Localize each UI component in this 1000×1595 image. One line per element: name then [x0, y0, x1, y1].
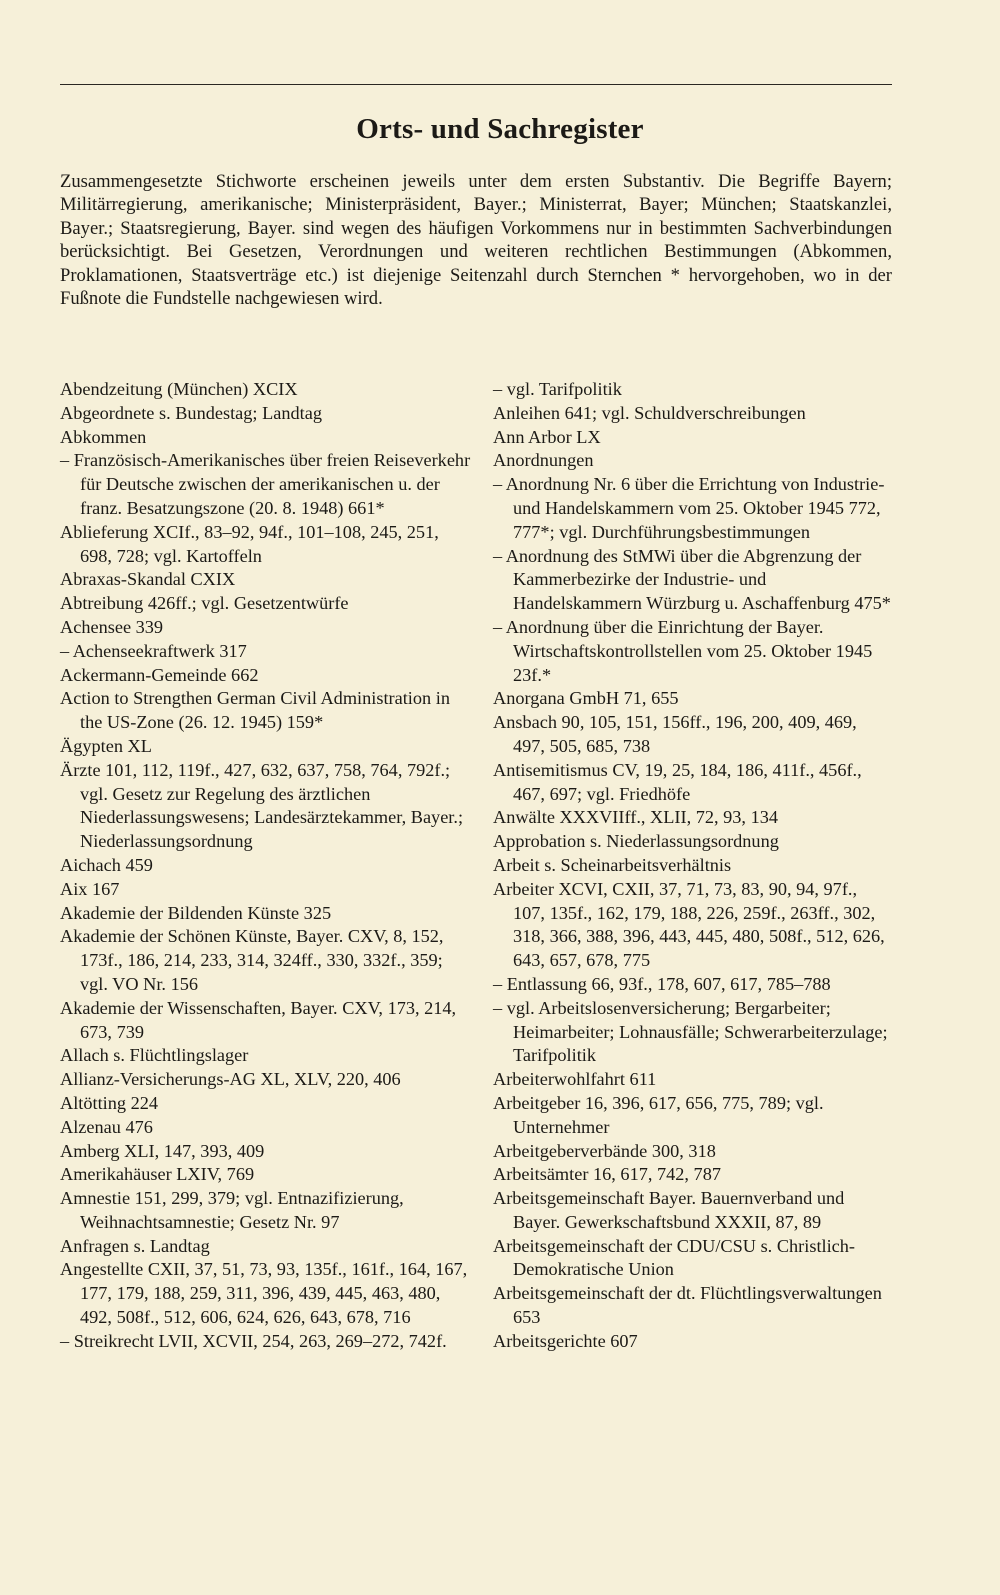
index-entry: Amberg XLI, 147, 393, 409: [60, 1140, 265, 1161]
index-entry: Abkommen: [60, 426, 147, 447]
index-entry: Arbeiterwohlfahrt 611: [493, 1069, 657, 1090]
index-entry: Arbeitgeberverbände 300, 318: [493, 1140, 716, 1161]
index-entry: Arbeitsgemeinschaft der dt. Flüchtlingsverwaltungen 653: [493, 1283, 882, 1328]
index-entry: – Entlassung 66, 93f., 178, 607, 617, 785–788: [493, 973, 831, 994]
index-entry: Aichach 459: [60, 854, 153, 875]
index-entry: Abgeordnete s. Bundestag; Landtag: [60, 402, 322, 423]
index-entry: Arbeiter XCVI, CXII, 37, 71, 73, 83, 90, 94, 97f., 107, 135f., 162, 179, 188, 226, 259f., 263ff., 302, 318, 366, 388, 396, 443, 445, 480, 508f., 512, 626, 643, 657, 678, 775: [493, 878, 885, 971]
index-entry: Ärzte 101, 112, 119f., 427, 632, 637, 758, 764, 792f.; vgl. Gesetz zur Regelung des ärztlichen Niederlassungswesens; Landesärztekammer, Bayer.; Niederlassungsordnung: [60, 759, 464, 852]
index-entry: Allianz-Versicherungs-AG XL, XLV, 220, 406: [60, 1069, 401, 1090]
index-entry: – Achenseekraftwerk 317: [60, 640, 247, 661]
index-entry: Arbeitsgerichte 607: [493, 1330, 638, 1351]
index-entry: Anfragen s. Landtag: [60, 1235, 210, 1256]
index-entry: Arbeitgeber 16, 396, 617, 656, 775, 789; vgl. Unternehmer: [493, 1092, 824, 1137]
index-entry: Akademie der Schönen Künste, Bayer. CXV, 8, 152, 173f., 186, 214, 233, 314, 324ff., 330, 332f., 359; vgl. VO Nr. 156: [60, 926, 444, 994]
index-entry: Abendzeitung (München) XCIX: [60, 379, 298, 399]
index-entry: Angestellte CXII, 37, 51, 73, 93, 135f., 161f., 164, 167, 177, 179, 188, 259, 311, 396, 439, 445, 463, 480, 492, 508f., 512, 606, 624, 626, 643, 678, 716: [60, 1259, 468, 1328]
index-entry: – vgl. Tarifpolitik: [493, 379, 622, 399]
index-entry: Ansbach 90, 105, 151, 156ff., 196, 200, 409, 469, 497, 505, 685, 738: [493, 712, 857, 756]
index-entry: Akademie der Wissenschaften, Bayer. CXV, 173, 214, 673, 739: [60, 997, 457, 1042]
index-entry: Arbeit s. Scheinarbeitsverhältnis: [493, 854, 732, 875]
index-entry: Anordnungen: [493, 450, 594, 471]
index-entry: Allach s. Flüchtlingslager: [60, 1045, 249, 1066]
index-entry: – Französisch-Amerikanisches über freien Reiseverkehr für Deutsche zwischen der amerikanischen u. der franz. Besatzungszone (20. 8. 1948) 661*: [60, 450, 471, 518]
index-entry: Altötting 224: [60, 1092, 159, 1113]
index-entry: Alzenau 476: [60, 1116, 153, 1137]
index-entry: Ablieferung XCIf., 83–92, 94f., 101–108, 245, 251, 698, 728; vgl. Kartoffeln: [60, 521, 439, 566]
index-entry: Arbeitsgemeinschaft der CDU/CSU s. Christlich-Demokratische Union: [493, 1235, 856, 1280]
index-entry: Arbeitsgemeinschaft Bayer. Bauernverband und Bayer. Gewerkschaftsbund XXXII, 87, 89: [493, 1188, 845, 1232]
index-entry: Achensee 339: [60, 616, 164, 637]
index-entry: – Anordnung Nr. 6 über die Errichtung von Industrie- und Handelskammern vom 25. Oktober 1945 772, 777*; vgl. Durchführungsbestimmungen: [493, 474, 885, 542]
intro-paragraph: Zusammengesetzte Stichworte erscheinen jeweils unter dem ersten Substantiv. Die Begriffe Bayern; Militärregierung, amerikanische; Ministerpräsident, Bayer.; Ministerrat, Bayer; München; Staatskanzlei, Bayer.; Staatsregierung, Bayer. sind wegen des häufigen Vorkommens nur in bestimmten Sachverbindungen berücksichtigt. Bei Gesetzen, Verordnungen und weiteren rechtlichen Bestimmungen (Abkommen, Proklamationen, Staatsverträge etc.) ist diejenige Seitenzahl durch Sternchen * hervorgehoben, wo in der Fußnote die Fundstelle nachgewiesen wird.: [60, 171, 892, 310]
index-entry: Ackermann-Gemeinde 662: [60, 664, 259, 685]
index-entry: Anorgana GmbH 71, 655: [493, 688, 679, 709]
index-entry: Anleihen 641; vgl. Schuldverschreibungen: [493, 402, 806, 423]
index-entry: – Anordnung des StMWi über die Abgrenzung der Kammerbezirke der Industrie- und Handelskammern Würzburg u. Aschaffenburg 475*: [493, 545, 891, 614]
index-entry: – Streikrecht LVII, XCVII, 254, 263, 269–272, 742f.: [60, 1330, 447, 1351]
index-column-right: [493, 378, 893, 1354]
index-entry: Anwälte XXXVIIff., XLII, 72, 93, 134: [493, 807, 778, 828]
index-entry: Akademie der Bildenden Künste 325: [60, 902, 332, 923]
index-entry: Antisemitismus CV, 19, 25, 184, 186, 411f., 456f., 467, 697; vgl. Friedhöfe: [493, 759, 862, 804]
page-title: Orts- und Sachregister: [356, 113, 644, 145]
index-entry: – vgl. Arbeitslosenversicherung; Bergarbeiter; Heimarbeiter; Lohnausfälle; Schwerarbeiterzulage; Tarifpolitik: [493, 997, 888, 1066]
index-entry: Ann Arbor LX: [493, 426, 601, 447]
index-entry: Action to Strengthen German Civil Administration in the US-Zone (26. 12. 1945) 159*: [60, 688, 450, 733]
index-entry: Amerikahäuser LXIV, 769: [60, 1164, 255, 1185]
index-entry: – Anordnung über die Einrichtung der Bayer. Wirtschaftskontrollstellen vom 25. Oktober 1945 23f.*: [493, 616, 873, 685]
index-entry: Arbeitsämter 16, 617, 742, 787: [493, 1164, 721, 1185]
index-entry: Ägypten XL: [60, 735, 152, 756]
index-entry: Abtreibung 426ff.; vgl. Gesetzentwürfe: [60, 593, 349, 614]
index-entry: Amnestie 151, 299, 379; vgl. Entnazifizierung, Weihnachtsamnestie; Gesetz Nr. 97: [60, 1188, 404, 1232]
index-entry: Abraxas-Skandal CXIX: [60, 569, 236, 590]
index-column-left: [60, 378, 472, 1354]
index-entry: Aix 167: [60, 878, 120, 899]
index-entry: Approbation s. Niederlassungsordnung: [493, 831, 779, 852]
header-rule: [60, 84, 892, 85]
